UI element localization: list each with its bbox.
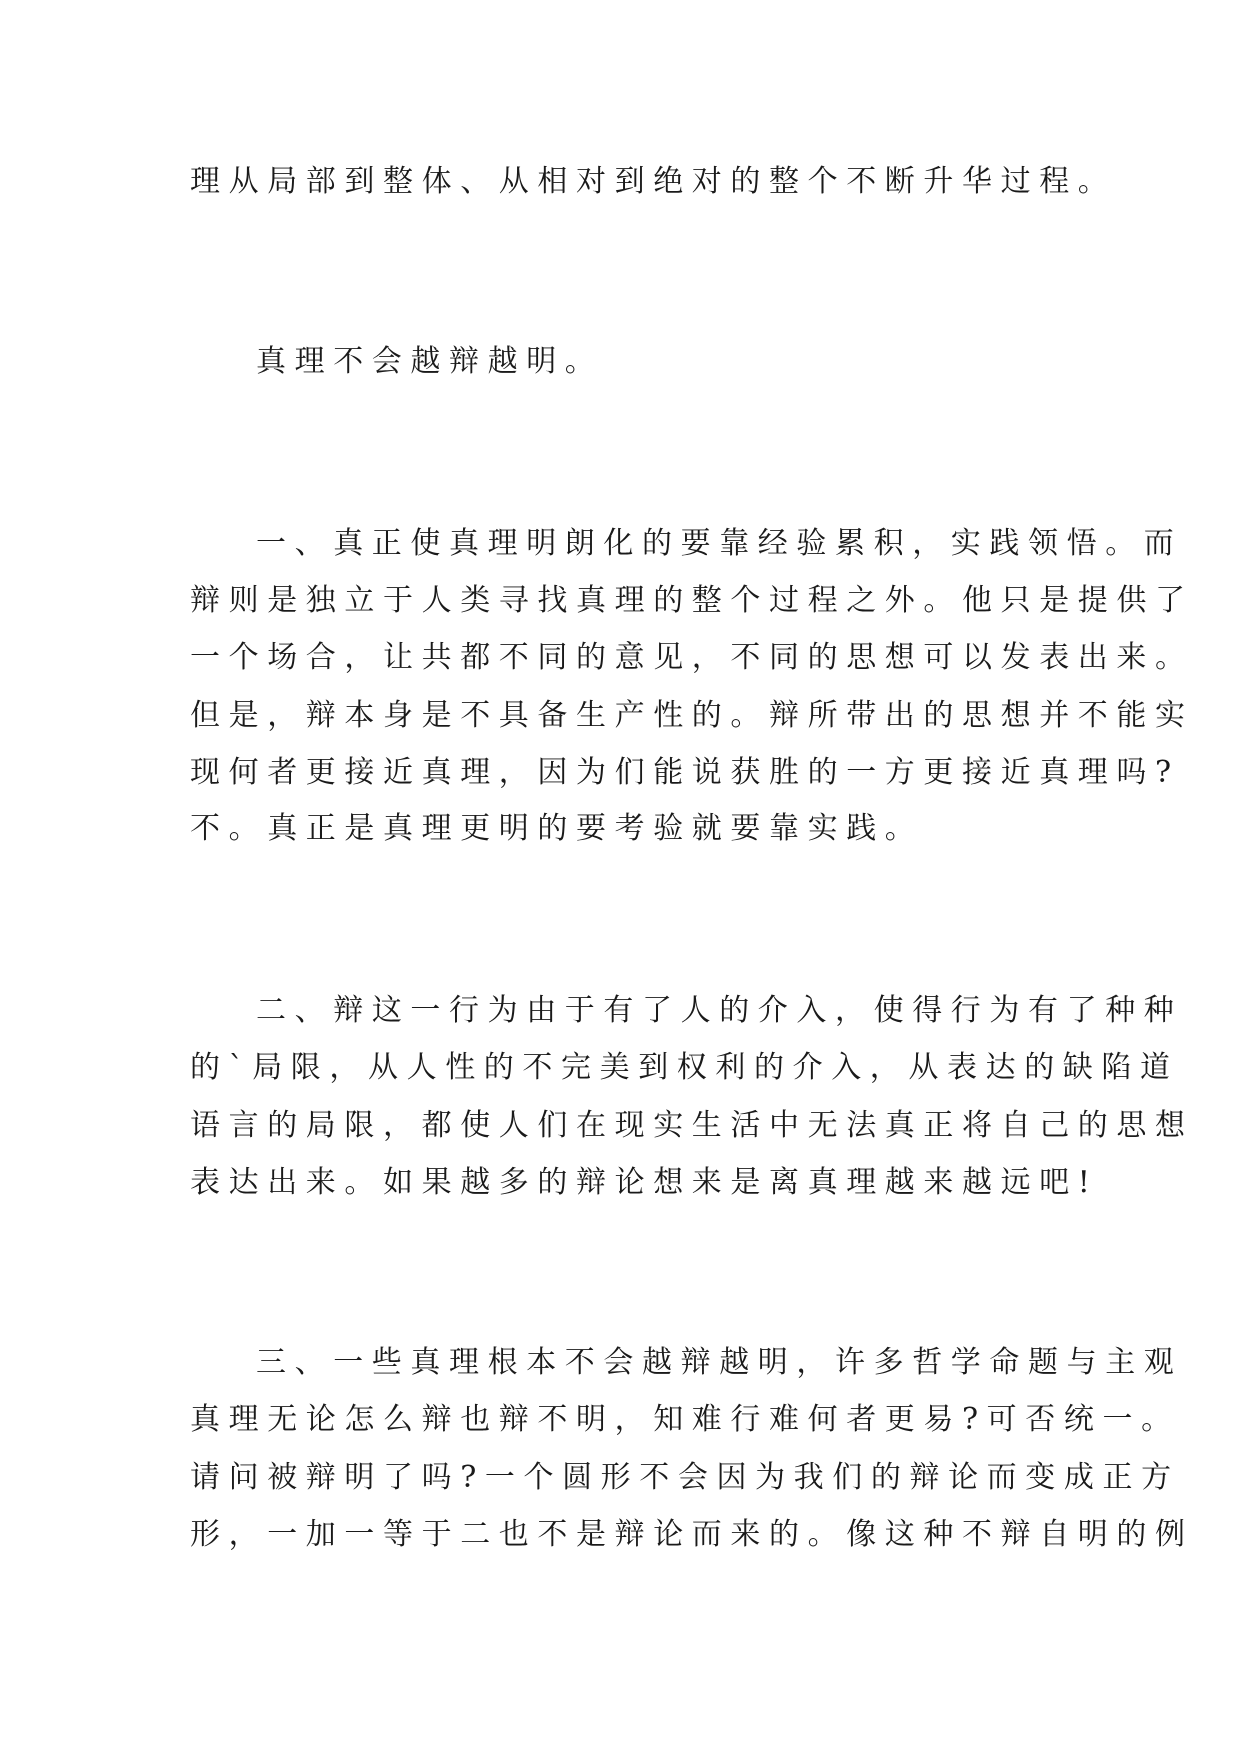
text-line: 辩则是独立于人类寻找真理的整个过程之外。他只是提供了	[190, 583, 1194, 618]
text-line: 一、真正使真理明朗化的要靠经验累积，实践领悟。而	[256, 526, 1183, 561]
text-line: 不。真正是真理更明的要考验就要靠实践。	[190, 811, 924, 846]
text-line: 现何者更接近真理，因为们能说获胜的一方更接近真理吗?	[190, 755, 1180, 790]
text-line: 语言的局限，都使人们在现实生活中无法真正将自己的思想	[190, 1108, 1194, 1143]
text-line: 真理无论怎么辩也辩不明，知难行难何者更易?可否统一。	[190, 1402, 1180, 1437]
text-line: 形，一加一等于二也不是辩论而来的。像这种不辩自明的例	[190, 1517, 1194, 1552]
text-line: 二、辩这一行为由于有了人的介入，使得行为有了种种	[256, 993, 1183, 1028]
text-line: 表达出来。如果越多的辩论想来是离真理越来越远吧!	[190, 1165, 1099, 1200]
text-line: 理从局部到整体、从相对到绝对的整个不断升华过程。	[190, 164, 1117, 199]
section-heading: 真理不会越辩越明。	[256, 344, 604, 379]
text-line: 三、一些真理根本不会越辩越明，许多哲学命题与主观	[256, 1345, 1183, 1380]
text-line: 但是，辩本身是不具备生产性的。辩所带出的思想并不能实	[190, 698, 1194, 733]
text-line: 的`局限，从人性的不完美到权利的介入，从表达的缺陷道	[190, 1050, 1179, 1085]
text-line: 请问被辩明了吗?一个圆形不会因为我们的辩论而变成正方	[190, 1460, 1180, 1495]
text-line: 一个场合，让共都不同的意见，不同的思想可以发表出来。	[190, 640, 1194, 675]
